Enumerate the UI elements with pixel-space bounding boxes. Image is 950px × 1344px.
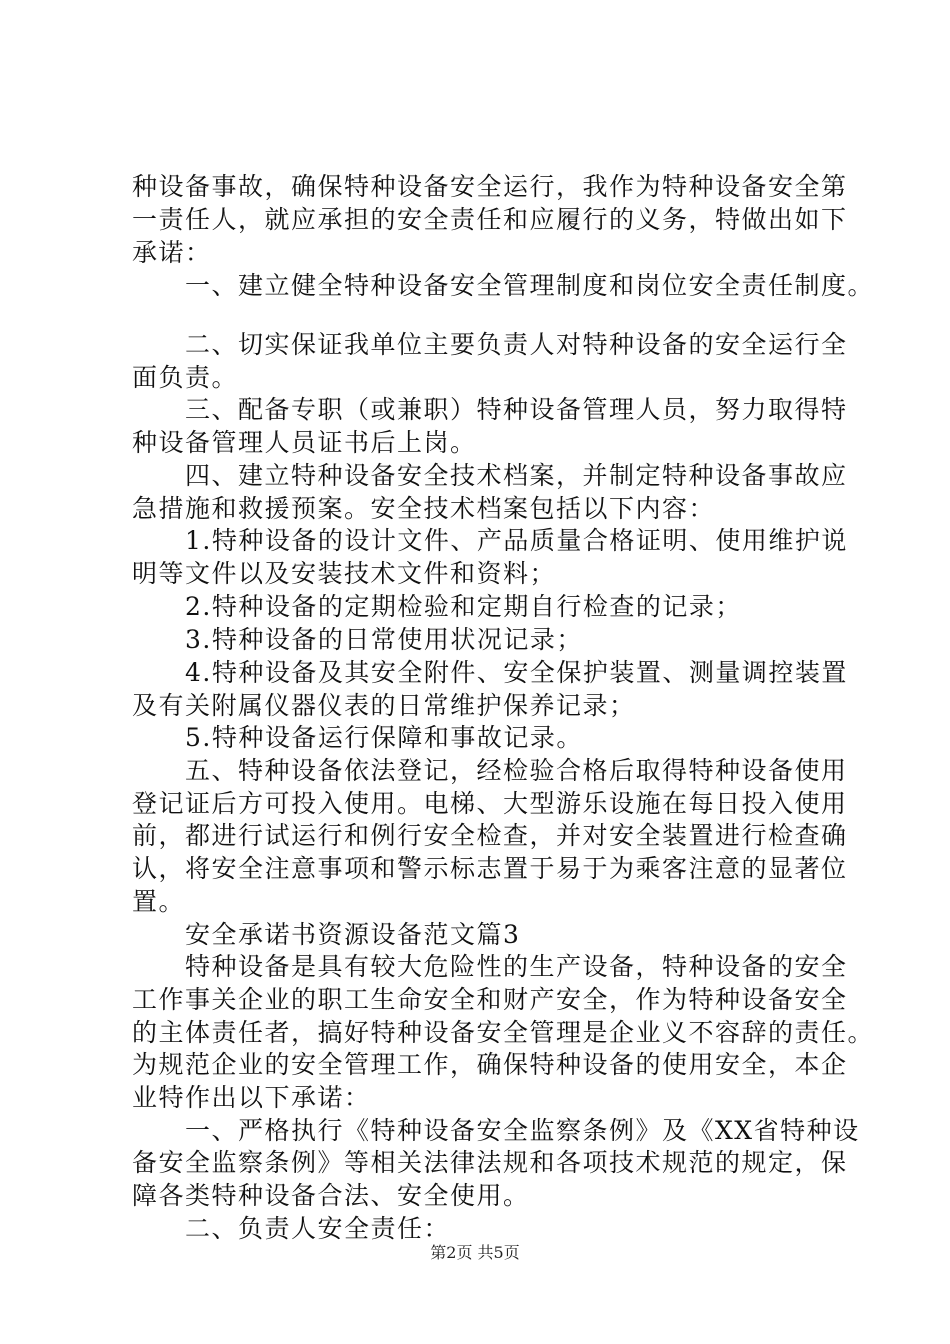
body-text-line: 2.特种设备的定期检验和定期自行检查的记录； (132, 592, 742, 621)
body-text-line: 种设备管理人员证书后上岗。 (132, 428, 477, 457)
body-text-line: 前，都进行试运行和例行安全检查，并对安全装置进行检查确 (132, 821, 848, 850)
body-text-line: 二、切实保证我单位主要负责人对特种设备的安全运行全 (132, 330, 848, 359)
page-number-footer: 第2页 共5页 (430, 1243, 520, 1262)
body-text-line: 一、建立健全特种设备安全管理制度和岗位安全责任制度。 (132, 271, 875, 300)
body-text-line: 置。 (132, 887, 186, 916)
body-text-line: 种设备事故，确保特种设备安全运行，我作为特种设备安全第 (132, 172, 848, 201)
body-text-line: 一、严格执行《特种设备安全监察条例》及《XX省特种设 (132, 1116, 860, 1145)
body-text-line: 4.特种设备及其安全附件、安全保护装置、测量调控装置 (132, 658, 848, 687)
body-text-line: 认，将安全注意事项和警示标志置于易于为乘客注意的显著位 (132, 854, 848, 883)
body-text-line: 面负责。 (132, 363, 239, 392)
body-text-line: 备安全监察条例》等相关法律法规和各项技术规范的规定，保 (132, 1148, 848, 1177)
body-text-line: 明等文件以及安装技术文件和资料； (132, 559, 557, 588)
body-text-line: 承诺： (132, 238, 212, 267)
body-text-line: 四、建立特种设备安全技术档案，并制定特种设备事故应 (132, 461, 848, 490)
body-text-line: 障各类特种设备合法、安全使用。 (132, 1181, 530, 1210)
body-text-line: 登记证后方可投入使用。电梯、大型游乐设施在每日投入使用 (132, 789, 848, 818)
body-text-line: 3.特种设备的日常使用状况记录； (132, 625, 583, 654)
body-text-line: 急措施和救援预案。安全技术档案包括以下内容： (132, 494, 716, 523)
body-text-line: 一责任人，就应承担的安全责任和应履行的义务，特做出如下 (132, 205, 848, 234)
section-heading: 安全承诺书资源设备范文篇3 (132, 920, 521, 949)
body-text-line: 为规范企业的安全管理工作，确保特种设备的使用安全，本企 (132, 1050, 848, 1079)
body-text-line: 1.特种设备的设计文件、产品质量合格证明、使用维护说 (132, 526, 848, 555)
body-text-line: 5.特种设备运行保障和事故记录。 (132, 723, 583, 752)
body-text-line: 业特作出以下承诺： (132, 1083, 371, 1112)
body-text-line: 工作事关企业的职工生命安全和财产安全，作为特种设备安全 (132, 985, 848, 1014)
body-text-line: 及有关附属仪器仪表的日常维护保养记录； (132, 691, 636, 720)
body-text-line: 的主体责任者，搞好特种设备安全管理是企业义不容辞的责任。 (132, 1018, 875, 1047)
body-text-line: 五、特种设备依法登记，经检验合格后取得特种设备使用 (132, 756, 848, 785)
body-text-line: 三、配备专职（或兼职）特种设备管理人员，努力取得特 (132, 395, 848, 424)
body-text-line: 特种设备是具有较大危险性的生产设备，特种设备的安全 (132, 952, 848, 981)
body-text-line: 二、负责人安全责任： (132, 1214, 451, 1243)
